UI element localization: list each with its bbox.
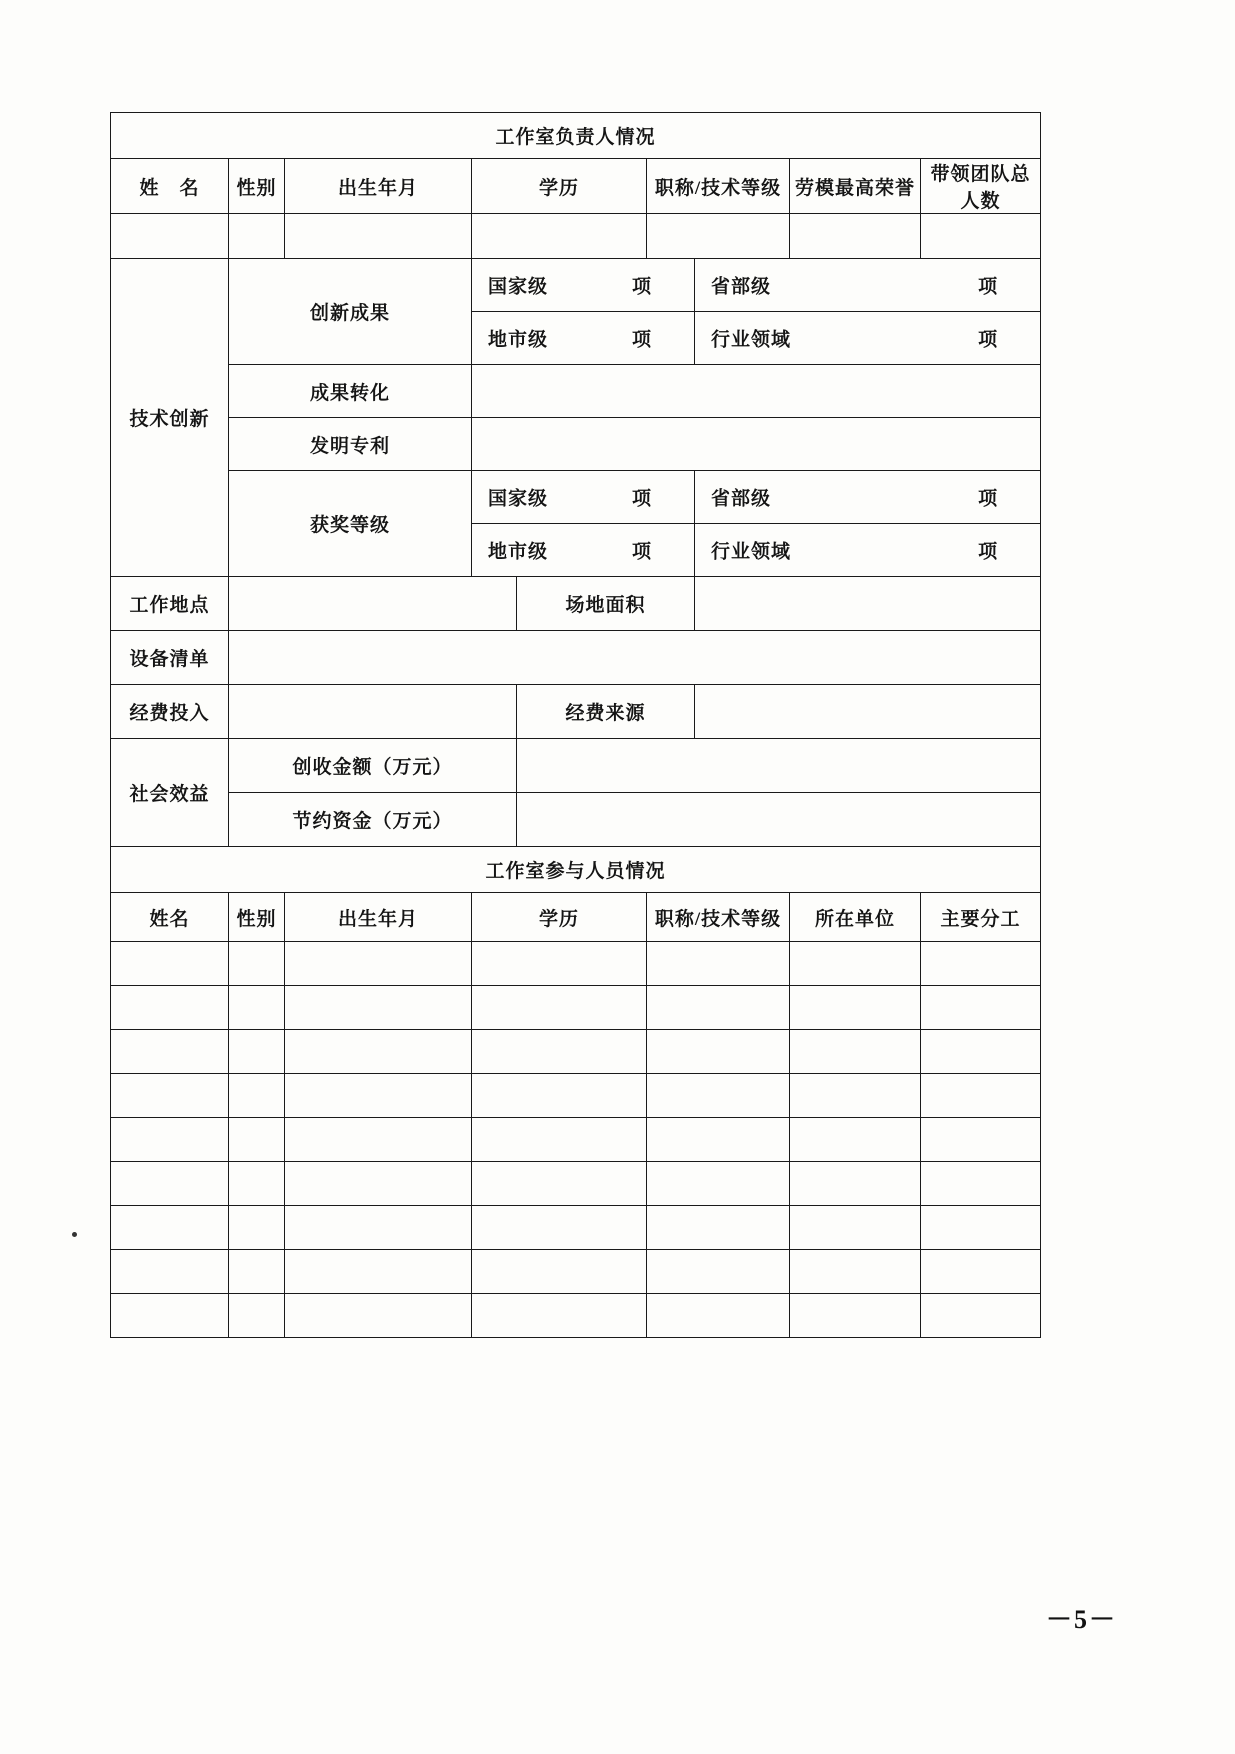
- member-cell-unit[interactable]: [790, 1074, 921, 1118]
- table-row[interactable]: [111, 1074, 1041, 1118]
- member-cell-title[interactable]: [647, 1206, 790, 1250]
- member-cell-title[interactable]: [647, 986, 790, 1030]
- member-cell-gender[interactable]: [229, 1030, 285, 1074]
- member-cell-birth[interactable]: [285, 1250, 472, 1294]
- workplace-area-value[interactable]: [695, 577, 1041, 631]
- innovation-award-national-unit: 项: [631, 488, 652, 510]
- innovation-patents-value[interactable]: [472, 418, 1041, 471]
- leader-value-honor[interactable]: [790, 214, 921, 259]
- table-row[interactable]: [111, 1250, 1041, 1294]
- member-cell-unit[interactable]: [790, 942, 921, 986]
- innovation-award-provincial[interactable]: [695, 471, 1041, 524]
- innovation-achievement-industry[interactable]: [695, 312, 1041, 365]
- innovation-achievement-national-label: 国家级: [488, 276, 549, 298]
- member-header-birth: 出生年月: [285, 893, 472, 942]
- member-cell-duty[interactable]: [921, 1206, 1041, 1250]
- innovation-award-provincial-unit: 项: [978, 488, 999, 510]
- member-cell-gender[interactable]: [229, 1162, 285, 1206]
- table-row[interactable]: [111, 942, 1041, 986]
- member-cell-title[interactable]: [647, 1162, 790, 1206]
- innovation-achievement-national[interactable]: [472, 259, 695, 312]
- benefits-saving-label: 节约资金（万元）: [229, 793, 517, 847]
- member-cell-duty[interactable]: [921, 986, 1041, 1030]
- member-cell-education[interactable]: [472, 1162, 647, 1206]
- leader-header-education: 学历: [472, 159, 647, 214]
- member-cell-education[interactable]: [472, 1206, 647, 1250]
- member-cell-unit[interactable]: [790, 986, 921, 1030]
- member-cell-birth[interactable]: [285, 1118, 472, 1162]
- member-cell-title[interactable]: [647, 1294, 790, 1338]
- innovation-achievement-provincial-unit: 项: [978, 276, 999, 298]
- member-cell-duty[interactable]: [921, 942, 1041, 986]
- member-cell-birth[interactable]: [285, 986, 472, 1030]
- member-cell-education[interactable]: [472, 1118, 647, 1162]
- member-cell-gender[interactable]: [229, 1294, 285, 1338]
- workplace-funding-value[interactable]: [229, 685, 517, 739]
- innovation-award-provincial-label: 省部级: [711, 488, 772, 510]
- innovation-achievement-provincial[interactable]: [695, 259, 1041, 312]
- member-cell-unit[interactable]: [790, 1162, 921, 1206]
- member-cell-gender[interactable]: [229, 1206, 285, 1250]
- member-cell-birth[interactable]: [285, 1074, 472, 1118]
- benefits-income-label: 创收金额（万元）: [229, 739, 517, 793]
- member-cell-name[interactable]: [111, 1162, 229, 1206]
- workplace-funding-source-value[interactable]: [695, 685, 1041, 739]
- member-cell-gender[interactable]: [229, 1074, 285, 1118]
- benefits-row-label: 社会效益: [111, 739, 229, 847]
- member-cell-title[interactable]: [647, 942, 790, 986]
- table-row[interactable]: [111, 1118, 1041, 1162]
- application-form-table: [110, 112, 1041, 1338]
- member-cell-gender[interactable]: [229, 1250, 285, 1294]
- innovation-achievement-city-label: 地市级: [488, 329, 549, 351]
- leader-value-team-size[interactable]: [921, 214, 1041, 259]
- leader-header-team-size: 带领团队总人数: [921, 159, 1041, 214]
- member-cell-education[interactable]: [472, 1074, 647, 1118]
- member-cell-duty[interactable]: [921, 1074, 1041, 1118]
- leader-value-birth[interactable]: [285, 214, 472, 259]
- member-header-unit: 所在单位: [790, 893, 921, 942]
- member-header-title: 职称/技术等级: [647, 893, 790, 942]
- leader-value-education[interactable]: [472, 214, 647, 259]
- leader-value-title[interactable]: [647, 214, 790, 259]
- workplace-area-label: 场地面积: [517, 577, 695, 631]
- member-cell-duty[interactable]: [921, 1030, 1041, 1074]
- member-cell-birth[interactable]: [285, 1294, 472, 1338]
- member-cell-name[interactable]: [111, 1074, 229, 1118]
- workplace-equipment-label: 设备清单: [111, 631, 229, 685]
- innovation-achievement-national-unit: 项: [631, 276, 652, 298]
- table-row[interactable]: [111, 1030, 1041, 1074]
- member-cell-title[interactable]: [647, 1074, 790, 1118]
- leader-header-honor: 劳模最高荣誉: [790, 159, 921, 214]
- leader-section-title: 工作室负责人情况: [111, 113, 1041, 159]
- innovation-award-industry[interactable]: [695, 524, 1041, 577]
- member-cell-title[interactable]: [647, 1030, 790, 1074]
- innovation-award-city[interactable]: [472, 524, 695, 577]
- member-cell-education[interactable]: [472, 986, 647, 1030]
- innovation-award-national-label: 国家级: [488, 488, 549, 510]
- innovation-award-city-unit: 项: [631, 541, 652, 563]
- table-row[interactable]: [111, 986, 1041, 1030]
- member-cell-name[interactable]: [111, 986, 229, 1030]
- form-sheet: [110, 112, 1040, 1338]
- member-cell-birth[interactable]: [285, 1030, 472, 1074]
- members-section-title: 工作室参与人员情况: [111, 847, 1041, 893]
- workplace-equipment-value[interactable]: [229, 631, 1041, 685]
- workplace-location-label: 工作地点: [111, 577, 229, 631]
- leader-value-name[interactable]: [111, 214, 229, 259]
- innovation-achievement-industry-label: 行业领域: [711, 329, 792, 351]
- member-cell-unit[interactable]: [790, 1030, 921, 1074]
- member-cell-duty[interactable]: [921, 1162, 1041, 1206]
- page-number: －5－: [1045, 1605, 1117, 1634]
- member-cell-gender[interactable]: [229, 942, 285, 986]
- innovation-achievements-label: 创新成果: [229, 259, 472, 365]
- innovation-achievement-industry-unit: 项: [978, 329, 999, 351]
- innovation-patents-label: 发明专利: [229, 418, 472, 471]
- leader-header-birth: 出生年月: [285, 159, 472, 214]
- member-cell-gender[interactable]: [229, 986, 285, 1030]
- member-cell-title[interactable]: [647, 1118, 790, 1162]
- member-cell-gender[interactable]: [229, 1118, 285, 1162]
- member-cell-name[interactable]: [111, 1206, 229, 1250]
- member-header-education: 学历: [472, 893, 647, 942]
- member-cell-birth[interactable]: [285, 1206, 472, 1250]
- innovation-award-industry-unit: 项: [978, 541, 999, 563]
- innovation-award-national[interactable]: [472, 471, 695, 524]
- member-cell-duty[interactable]: [921, 1250, 1041, 1294]
- innovation-transformation-value[interactable]: [472, 365, 1041, 418]
- innovation-award-city-label: 地市级: [488, 541, 549, 563]
- member-cell-name[interactable]: [111, 1030, 229, 1074]
- member-cell-duty[interactable]: [921, 1294, 1041, 1338]
- member-header-gender: 性别: [229, 893, 285, 942]
- member-cell-title[interactable]: [647, 1250, 790, 1294]
- innovation-achievement-city[interactable]: [472, 312, 695, 365]
- workplace-funding-source-label: 经费来源: [517, 685, 695, 739]
- stray-mark: [72, 1232, 77, 1237]
- innovation-transformation-label: 成果转化: [229, 365, 472, 418]
- member-cell-name[interactable]: [111, 942, 229, 986]
- innovation-achievement-provincial-label: 省部级: [711, 276, 772, 298]
- table-row[interactable]: [111, 1294, 1041, 1338]
- member-cell-duty[interactable]: [921, 1118, 1041, 1162]
- workplace-funding-label: 经费投入: [111, 685, 229, 739]
- benefits-saving-value[interactable]: [517, 793, 1041, 847]
- member-header-name: 姓名: [111, 893, 229, 942]
- innovation-award-industry-label: 行业领域: [711, 541, 792, 563]
- member-cell-education[interactable]: [472, 1250, 647, 1294]
- member-cell-unit[interactable]: [790, 1206, 921, 1250]
- member-cell-unit[interactable]: [790, 1118, 921, 1162]
- member-cell-birth[interactable]: [285, 942, 472, 986]
- benefits-income-value[interactable]: [517, 739, 1041, 793]
- member-cell-birth[interactable]: [285, 1162, 472, 1206]
- member-cell-education[interactable]: [472, 942, 647, 986]
- innovation-awards-label: 获奖等级: [229, 471, 472, 577]
- member-cell-name[interactable]: [111, 1294, 229, 1338]
- member-cell-name[interactable]: [111, 1250, 229, 1294]
- table-row[interactable]: [111, 1162, 1041, 1206]
- member-cell-unit[interactable]: [790, 1250, 921, 1294]
- member-cell-education[interactable]: [472, 1294, 647, 1338]
- member-header-duty: 主要分工: [921, 893, 1041, 942]
- innovation-achievement-city-unit: 项: [631, 329, 652, 351]
- table-row[interactable]: [111, 1206, 1041, 1250]
- member-cell-unit[interactable]: [790, 1294, 921, 1338]
- innovation-row-label: 技术创新: [111, 259, 229, 577]
- member-cell-name[interactable]: [111, 1118, 229, 1162]
- leader-header-title: 职称/技术等级: [647, 159, 790, 214]
- leader-header-name: 姓 名: [111, 159, 229, 214]
- leader-value-gender[interactable]: [229, 214, 285, 259]
- workplace-location-value[interactable]: [229, 577, 517, 631]
- member-cell-education[interactable]: [472, 1030, 647, 1074]
- leader-header-gender: 性别: [229, 159, 285, 214]
